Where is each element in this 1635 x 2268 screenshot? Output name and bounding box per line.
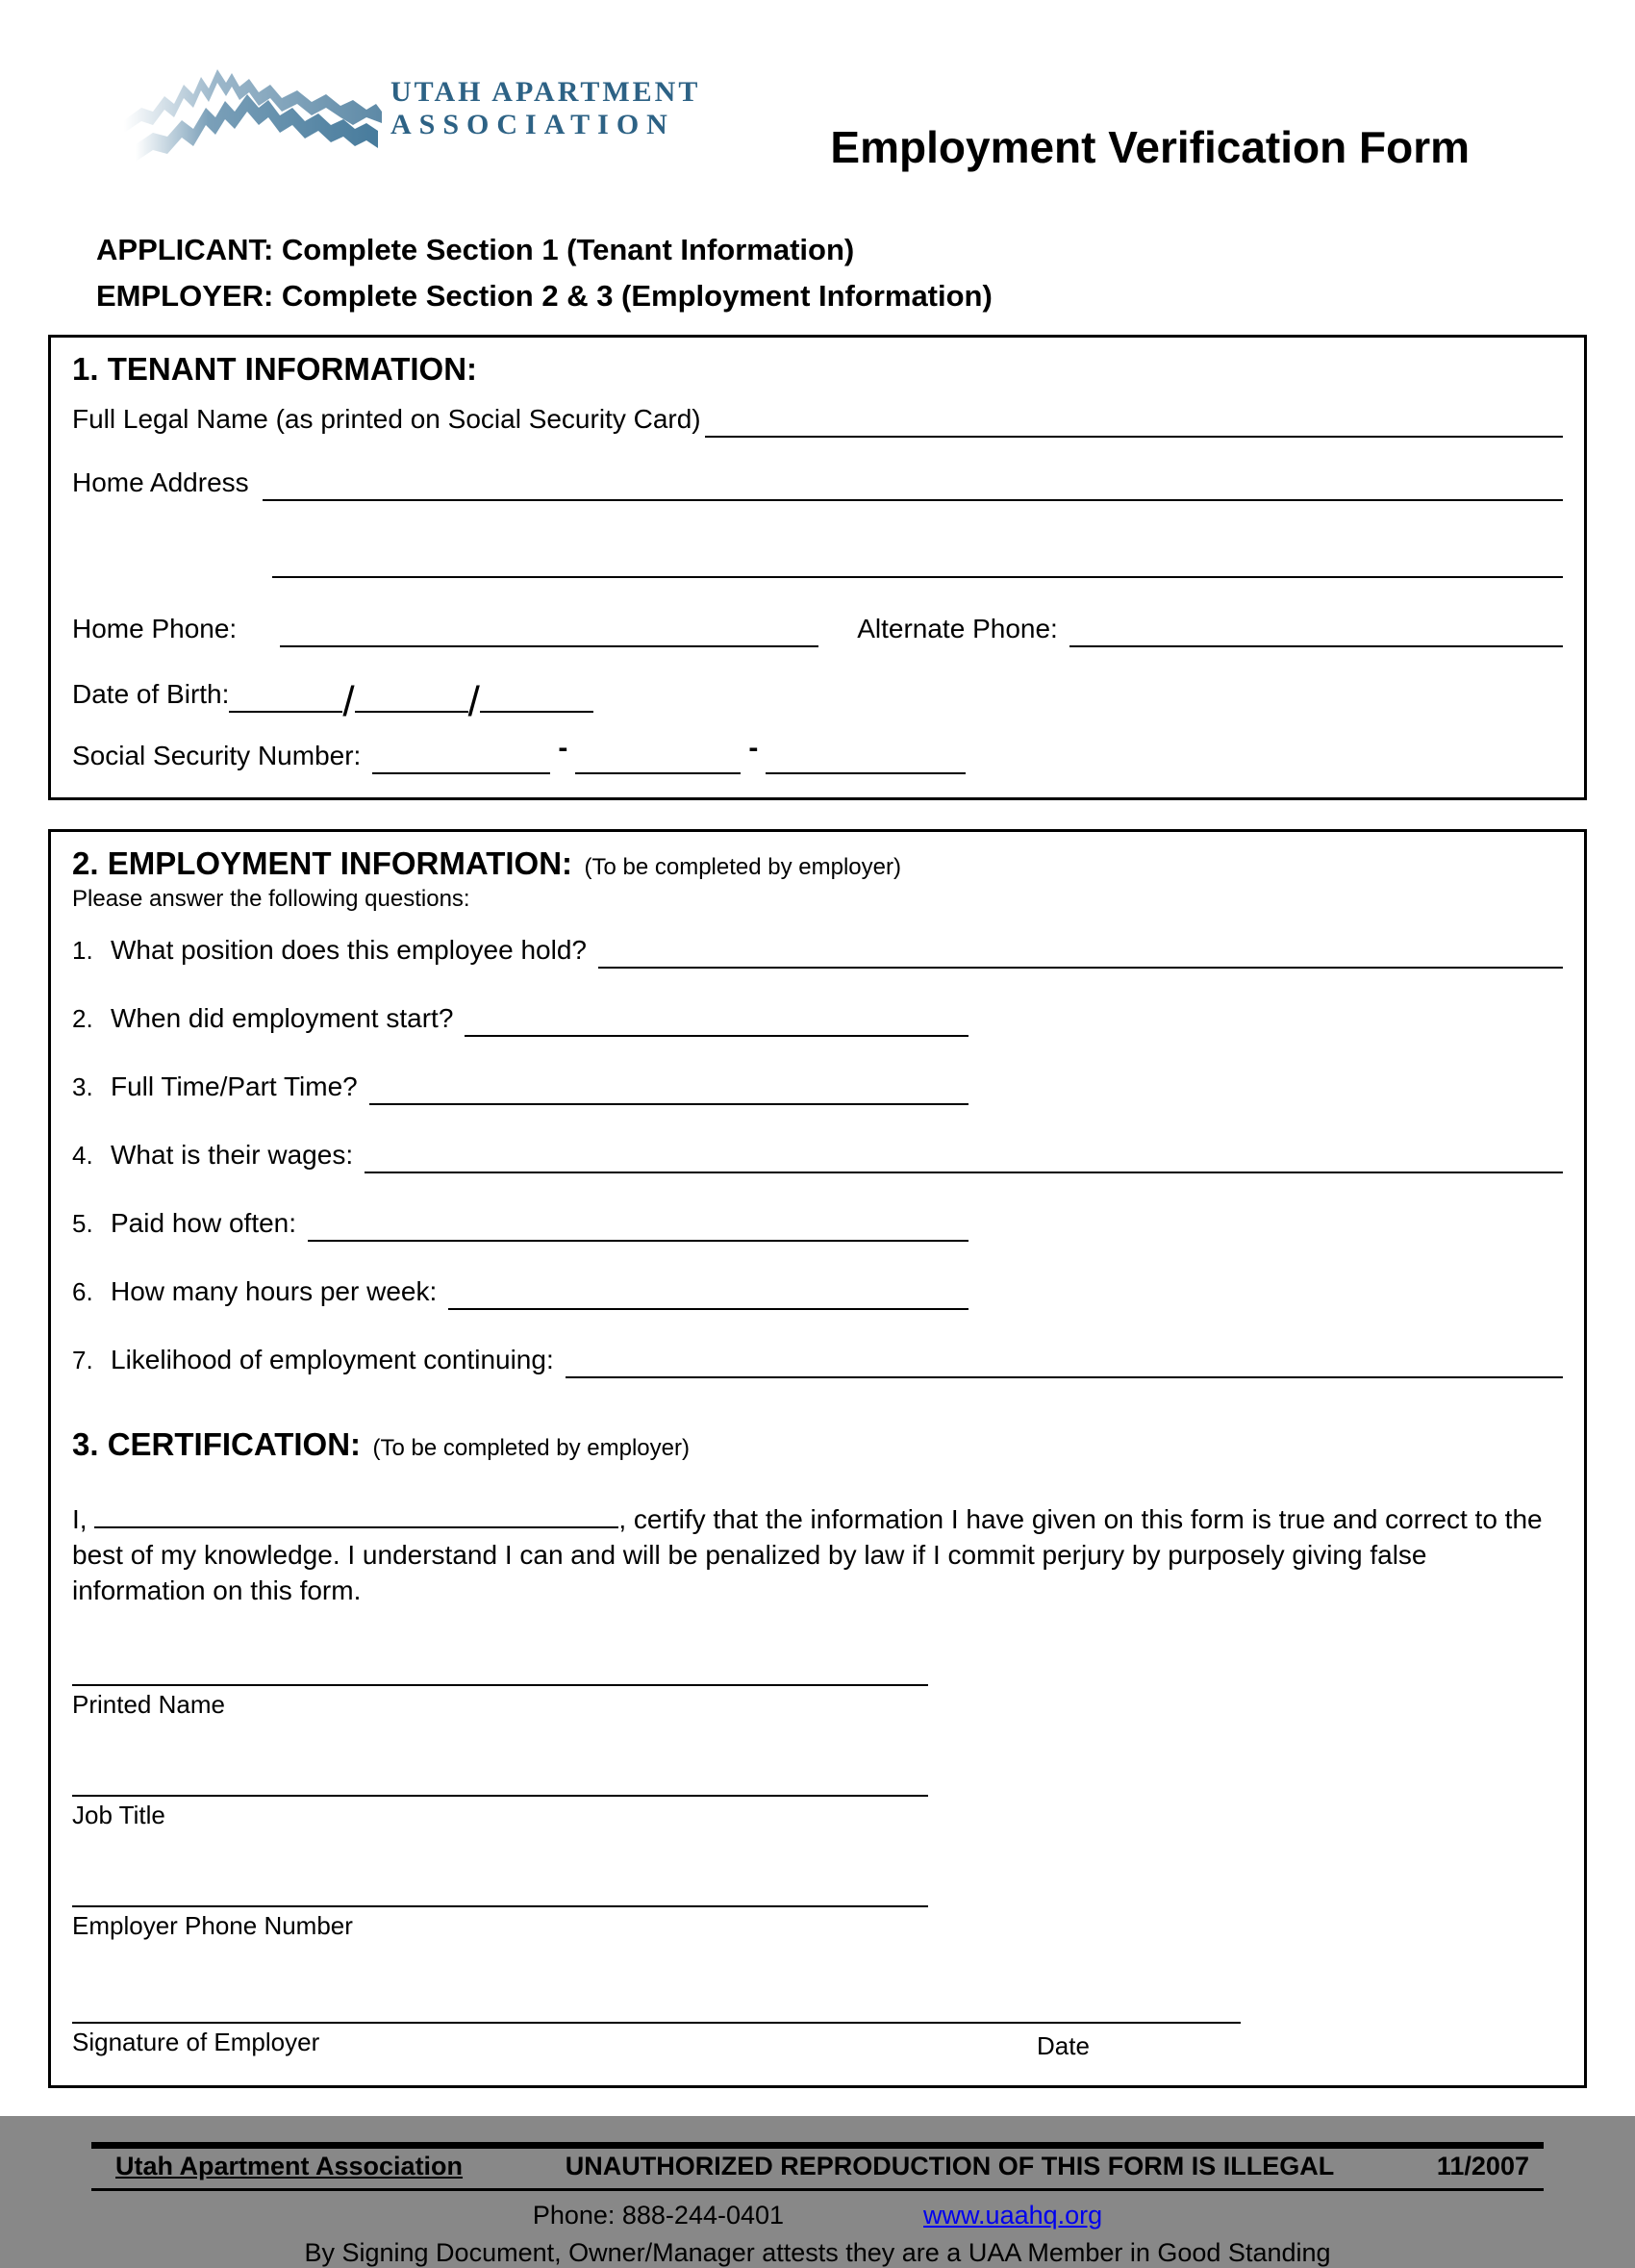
home-address-row-2 (72, 542, 1563, 578)
employer-phone-block (72, 1878, 1563, 1941)
section-3-heading: 3. CERTIFICATION: (72, 1426, 362, 1463)
question-7-number: 7. (72, 1346, 93, 1375)
certification-statement (72, 1499, 1563, 1609)
form-footer (91, 2142, 1544, 2268)
section-3-heading-note: (To be completed by employer) (372, 1435, 690, 1462)
question-2-field[interactable] (465, 1000, 968, 1037)
question-row-1 (72, 932, 1563, 969)
section-2-heading-note: (To be completed by employer) (584, 854, 901, 881)
question-1-number: 1. (72, 936, 93, 966)
question-3-label: Full Time/Part Time? (111, 1071, 358, 1102)
section-1-tenant-information (48, 335, 1587, 800)
dob-day-field[interactable] (355, 676, 468, 713)
home-address-row (72, 465, 1563, 501)
job-title-label: Job Title (72, 1800, 165, 1829)
page-title: Employment Verification Form (830, 122, 1470, 172)
question-1-field[interactable] (598, 932, 1563, 969)
certifier-name-field[interactable] (94, 1499, 618, 1528)
uaa-logo (123, 48, 700, 183)
footer-contact-row (91, 2201, 1544, 2230)
alternate-phone-field[interactable] (1069, 611, 1563, 647)
ssn-row (72, 732, 1563, 774)
signature-date-labels (72, 2028, 1563, 2062)
dob-month-field[interactable] (229, 676, 342, 713)
date-separator: / (467, 678, 480, 726)
question-3-number: 3. (72, 1072, 93, 1102)
uaa-logo-text (390, 76, 700, 155)
dob-year-field[interactable] (480, 676, 593, 713)
ssn-part2-field[interactable] (575, 738, 741, 774)
question-row-7 (72, 1342, 1563, 1378)
form-header (0, 0, 1635, 183)
certification-prefix: I, (72, 1504, 88, 1535)
printed-name-block (72, 1657, 1563, 1720)
phone-row (72, 611, 1563, 647)
section-1-heading: 1. TENANT INFORMATION: (72, 351, 478, 388)
footer-bar (91, 2142, 1544, 2191)
ssn-part3-field[interactable] (766, 738, 966, 774)
question-1-label: What position does this employee hold? (111, 935, 587, 966)
footer-website-link[interactable]: www.uaahq.org (923, 2200, 1103, 2230)
employer-phone-field[interactable] (72, 1878, 928, 1907)
ssn-part1-field[interactable] (372, 738, 550, 774)
question-row-6 (72, 1273, 968, 1310)
question-4-field[interactable] (365, 1137, 1563, 1173)
question-7-field[interactable] (566, 1342, 1563, 1378)
question-row-4 (72, 1137, 1563, 1173)
question-7-label: Likelihood of employment continuing: (111, 1345, 554, 1375)
home-phone-field[interactable] (280, 611, 818, 647)
job-title-block (72, 1768, 1563, 1830)
question-5-label: Paid how often: (111, 1208, 297, 1239)
date-separator: / (342, 678, 355, 726)
question-row-3 (72, 1069, 968, 1105)
date-label: Date (1037, 2030, 1090, 2060)
question-3-field[interactable] (369, 1069, 968, 1105)
ssn-separator: - (748, 732, 759, 765)
date-of-birth-row (72, 676, 1563, 726)
section-2-3-box (48, 829, 1587, 2088)
full-legal-name-row (72, 401, 1563, 438)
home-address-field[interactable] (263, 465, 1563, 501)
footer-warning: UNAUTHORIZED REPRODUCTION OF THIS FORM IS ILLEGAL (565, 2151, 1335, 2180)
section-2-intro: Please answer the following questions: (72, 886, 470, 913)
logo-line-1: UTAH APARTMENT (390, 76, 701, 108)
employer-phone-label: Employer Phone Number (72, 1910, 353, 1940)
question-4-label: What is their wages: (111, 1140, 354, 1171)
footer-phone: Phone: 888-244-0401 (532, 2200, 785, 2230)
section-3-heading-row (72, 1426, 1563, 1463)
ssn-label: Social Security Number: (72, 741, 362, 771)
job-title-field[interactable] (72, 1768, 928, 1797)
ssn-separator: - (558, 732, 568, 765)
full-legal-name-field[interactable] (705, 401, 1563, 438)
footer-revision-date: 11/2007 (1436, 2151, 1529, 2180)
question-5-field[interactable] (308, 1205, 968, 1242)
question-4-number: 4. (72, 1141, 93, 1171)
printed-name-label: Printed Name (72, 1689, 225, 1719)
mountain-logo-icon (123, 48, 385, 183)
home-phone-label: Home Phone: (72, 614, 238, 644)
signature-of-employer-label: Signature of Employer (72, 2027, 320, 2056)
date-of-birth-label: Date of Birth: (72, 679, 230, 710)
instructions (96, 227, 1635, 319)
home-address-label: Home Address (72, 467, 249, 498)
employer-signature-field[interactable] (72, 1995, 1241, 2024)
question-6-label: How many hours per week: (111, 1276, 438, 1307)
question-6-field[interactable] (448, 1273, 968, 1310)
section-2-heading-row (72, 845, 1563, 882)
question-2-label: When did employment start? (111, 1003, 454, 1034)
footer-org-name: Utah Apartment Association (115, 2151, 464, 2180)
footer-member-note: By Signing Document, Owner/Manager attests they are a UAA Member in Good Standing (304, 2237, 1331, 2267)
logo-line-2: ASSOCIATION (390, 109, 675, 140)
signature-date-block (72, 1995, 1563, 2062)
question-2-number: 2. (72, 1004, 93, 1034)
question-5-number: 5. (72, 1209, 93, 1239)
home-address-field-line2[interactable] (272, 542, 1563, 578)
question-row-5 (72, 1205, 968, 1242)
question-6-number: 6. (72, 1277, 93, 1307)
question-row-2 (72, 1000, 968, 1037)
applicant-instruction: APPLICANT: Complete Section 1 (Tenant Information) (96, 233, 855, 266)
alternate-phone-label: Alternate Phone: (857, 614, 1058, 644)
employer-instruction: EMPLOYER: Complete Section 2 & 3 (Employment Information) (96, 279, 993, 314)
full-legal-name-label: Full Legal Name (as printed on Social Security Card) (72, 404, 701, 435)
certification-suffix: , certify that the information I have given on this form is true and correct to the best of my knowledge. I understand I can and will be penalized by law if I commit perjury by purposely giving false information on this form. (72, 1504, 1543, 1605)
printed-name-field[interactable] (72, 1657, 928, 1686)
section-2-heading: 2. EMPLOYMENT INFORMATION: (72, 845, 573, 882)
